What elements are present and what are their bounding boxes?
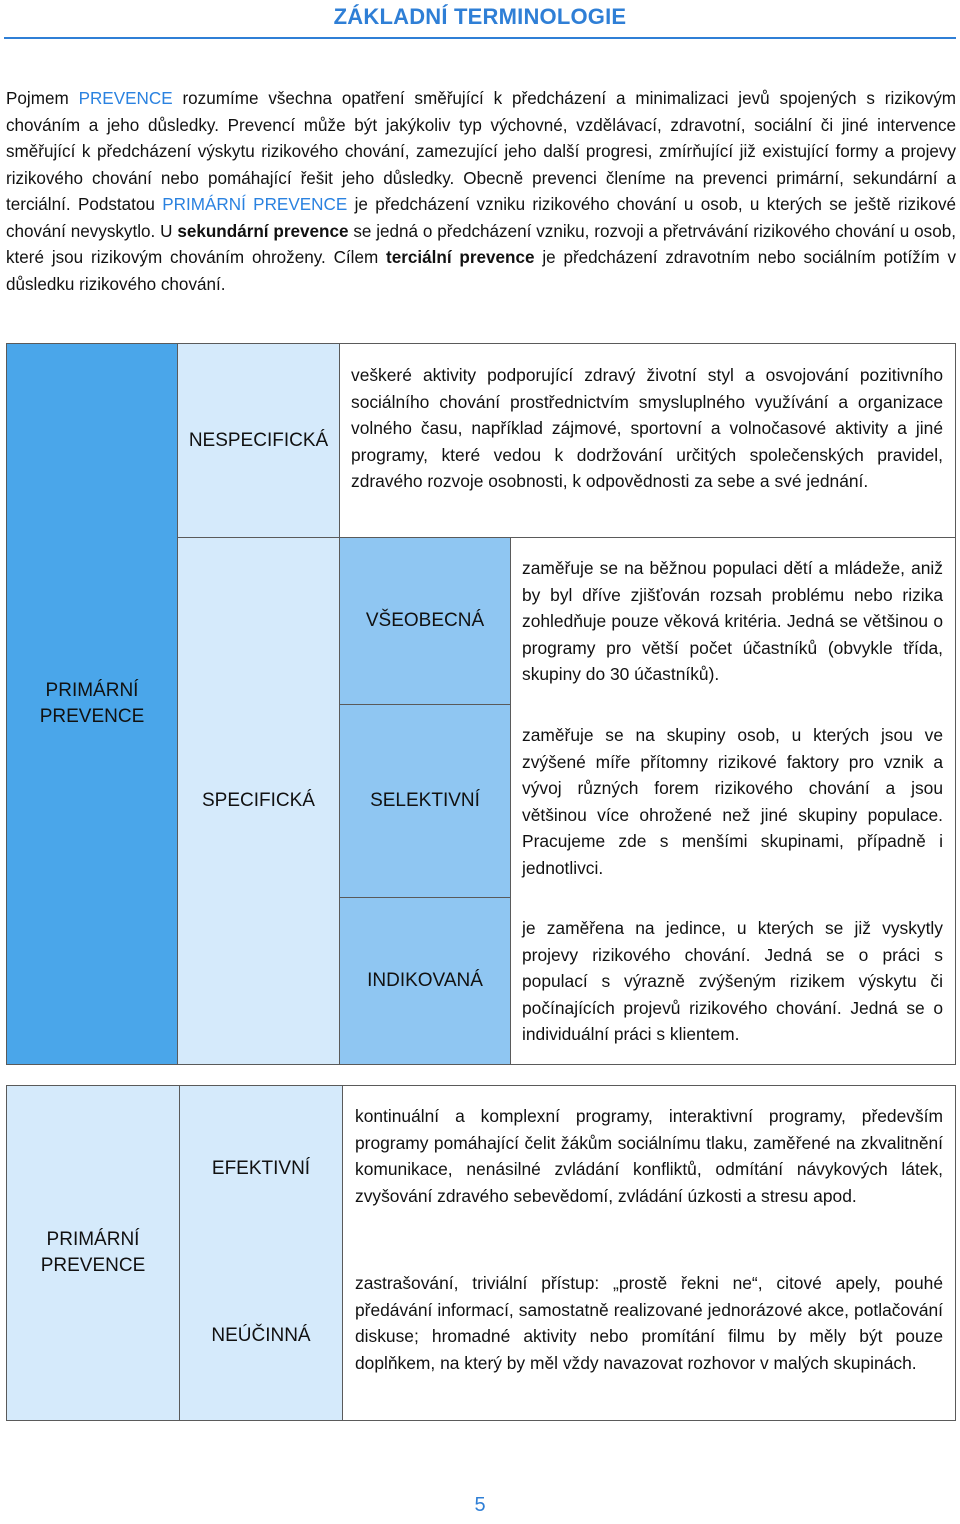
indicated-label: INDIKOVANÁ [367,970,483,991]
intro-paragraph [6,86,956,298]
intro-text: je předcházení zdravotním nebo sociálním potížím v důsledku rizikového chování. [6,248,956,294]
intro-text: je předcházení vzniku rizikového chování u osob, u kterých se ještě rizikové chování nevyskytlo. U [6,195,956,241]
effect-labels-cell [179,1085,343,1421]
term-prevence: PREVENCE [78,89,173,108]
term-terciarni-prevence: terciální prevence [386,248,535,267]
selective-cell [339,704,511,898]
indicated-description: je zaměřena na jedince, u kterých se již vyskytly projevy rizikového chování. Jedná se o práci s populací s výrazně zvýšeným rizikem výskytu či počínajících projevů rizikového chování. Jedná se o individuální práci s klientem. [522,918,943,1044]
specific-label: SPECIFICKÁ [202,790,315,811]
specific-cell [177,537,340,1065]
nonspecific-description: veškeré aktivity podporující zdravý životní styl a osvojování pozitivního sociálního chování prostřednictvím smysluplného využívání a organizace volného času, například zájmové, sportovní a volnočasové aktivity a jiné programy, které vedou k dodržování určitých společenských pravidel, zdravého rozvoje osobnosti, k odpovědnosti za sebe a své jednání. [351,365,943,491]
term-sekundarni-prevence: sekundární prevence [177,221,349,241]
page-title: ZÁKLADNÍ TERMINOLOGIE [333,4,627,29]
effective-label: EFEKTIVNÍ [211,1158,311,1179]
nonspecific-cell [177,343,340,538]
primary-prevention-cell-2 [6,1085,180,1421]
general-label: VŠEOBECNÁ [365,610,485,631]
intro-text: rozumíme všechna opatření směřující k předcházení a minimalizaci jevů spojených s rizikovým chováním a jeho důsledky. Prevencí může být jakýkoliv typ výchovné, vzdělávací, zdravotní, sociální či jiné intervence směřující k předcházení výskytu rizikového chování, zamezující jeho další progresi, zmírňující již existující formy a projevy rizikového chování nebo pomáhající řešit jeho důsledky. Obecně prevenci členíme na prevenci primární, sekundární a terciální. Podstatou [6,89,956,214]
selective-label: SELEKTIVNÍ [370,790,480,811]
ineffective-description: zastrašování, triviální přístup: „prostě řekni ne“, citové apely, pouhé předávání informací, samostatně realizované jednorázové akce, potlačování diskuse; hromadné aktivity nebo promítání filmu by měly být pouze doplňkem, na který by měl vždy navazovat rozhovor v malých skupinách. [355,1273,943,1373]
ineffective-label: NEÚČINNÁ [211,1325,311,1346]
term-primarni-prevence: PRIMÁRNÍ PREVENCE [162,195,348,214]
general-description: zaměřuje se na běžnou populaci dětí a mládeže, aniž by byl dříve zjišťován rozsah problému nebo rizika zohledňuje pouze věková kritéria. Jedná se většinou o programy pro větší počet účastníků (obvykle třída, skupiny do 30 účastníků). [522,558,943,684]
selective-description: zaměřuje se na skupiny osob, u kterých jsou ve zvýšené míře přítomny rizikové faktory pro vznik a vývoj různých forem rizikového chování a jsou většinou více ohrožené než jiné skupiny populace. Pracujeme zde s menšími skupinami, případně i jednotlivci. [522,725,943,878]
effective-description: kontinuální a komplexní programy, interaktivní programy, především programy pomáhající čelit žákům sociálnímu tlaku, zaměřené na zkvalitnění komunikace, nenásilné zvládání konfliktů, odmítání návykových látek, zvyšování zdravého sebevědomí, zvládání úzkosti a stresu apod. [355,1106,943,1206]
primary-prevention-label: PRIMÁRNÍ PREVENCE [39,680,145,727]
indicated-cell [339,897,511,1065]
title-underline [4,37,956,39]
primary-prevention-label-2: PRIMÁRNÍ PREVENCE [40,1229,146,1276]
page-number: 5 [474,1494,486,1516]
intro-text: Pojmem [6,89,79,108]
nonspecific-label: NESPECIFICKÁ [188,429,329,451]
primary-prevention-cell [6,343,178,1065]
general-cell [339,537,511,705]
intro-text: se jedná o předcházení vzniku, rozvoji a přetrvávání rizikového chování u osob, které jsou rizikovým chováním ohroženy. Cílem [6,221,956,267]
